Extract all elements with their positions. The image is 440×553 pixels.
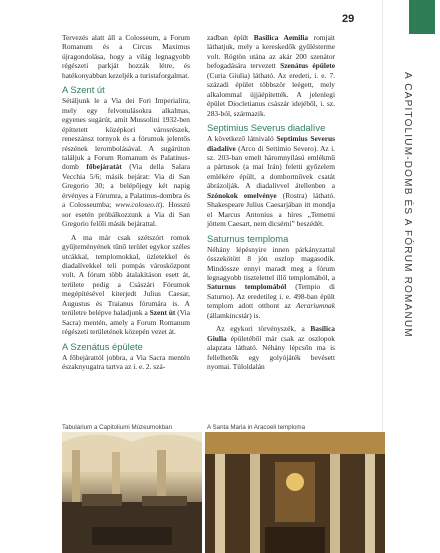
section-heading: Septimius Severus diadalíve: [207, 122, 326, 134]
paragraph: A következő látnivaló Septimius Severus diadalíve (Arco di Settimio Severo). Az i. sz. 203-ban emelt háromnyílású emlékmű a pártusok (a mai Irán) feletti győzelem emlékére épült, a domborművek csatát ábrázolják. A diadalívvel átellenben a Szónokok emelvénye (Rostra) látható. Shakespeare Julius Caesarjában itt mondja el Marcus Antonius a híres „Temetni jöttem Caesart, nem dicsérni” beszédét.: [207, 134, 335, 229]
paragraph: Tervezés alatt áll a Colosseum, a Forum Romanum és a Circus Maximus újragondolása, hogy a világ legnagyobb régészeti parkját hozzák létre, és hatékonyabban kezeljék a turistaforgalmat.: [62, 33, 190, 80]
paragraph: A főbejárattól jobbra, a Via Sacra mentén északnyugatra tartva az i. e. 2. szá-: [62, 352, 190, 372]
paragraph: Néhány lépésnyire innen párkányzattal összekötött 8 jón oszlop magasodik. Mindössze ennyi maradt meg a fórum legnagyobb tisztelettel illő templomából, a Saturnus templomából (Tempio di Saturno). Az eredetileg i. e. 498-ban épült templom adott otthont az Aerariumnak (államkincstár) is.: [207, 244, 335, 320]
chapter-tab-marker: [409, 0, 435, 34]
paragraph: A ma már csak szétszórt romok gyűjteményének tűnő terület egykor széles utcákkal, templomokkal, üzletekkel és diadalívekkel teli pompás városközpont volt. A fórum több átalakításon esett át, területe pedig a Császári Fórumok megépítésével kiterjedt Julius Caesar, Augustus és Traianus fórumára is. A területre belépve haladjunk a Szent út (Via Sacra) mentén, amely a Forum Romanum régészeti területének közepén vezet át.: [62, 232, 190, 337]
paragraph: Az egykori törvényszék, a Basilica Giulia épületéből már csak az oszlopok alapzata látható. Néhány lépcsőn ma is fellelhetők egy golyójáték bevésett nyomai. Túloldalán: [207, 324, 335, 372]
aracoeli-photo-illustration: [205, 432, 385, 553]
section-heading: A Szenátus épülete: [62, 340, 143, 352]
photo-aracoeli: [205, 432, 385, 553]
left-column: [62, 33, 190, 376]
page-number: 29: [342, 13, 355, 25]
running-title: A CAPITOLIUM-DOMB ÉS A FÓRUM ROMANUM: [402, 72, 413, 338]
photo-caption-right: A Santa Maria in Aracoeli temploma: [207, 424, 306, 431]
photo-caption-left: Tabularium a Capitoliumi Múzeumokban: [62, 424, 173, 431]
section-heading: Saturnus temploma: [207, 232, 289, 244]
right-column: [207, 33, 335, 376]
photo-tabularium: [62, 432, 202, 553]
paragraph: zadban épült Basilica Aemilia romjait láthatjuk, mely a kereskedők gyűlésterme volt. Rögtön utána az akár 200 szenátor befogadására tervezett Szenátus épülete (Curia Giulia) látható. Az eredeti, i. e. 7. századi épület többször leégett, mely alkalommal újjáépítették. A jelenlegi épület Diocletianus császár idejéből, i. sz. 283-ból, származik.: [207, 33, 335, 118]
paragraph: Sétáljunk le a Via dei Fori Imperialira, mely egy felvonulásokra alkalmas, egyenes sugárút, amit Mussolini 1932-ben építtetett középkori városrészek, reneszánsz tornyok és a fórumok jelentős részének lerombolásával. A sugárúton találjuk a Forum Romanum és Palatinus-domb főbejáratát (Via della Salara Vecchia 5/6; másik bejárat: Via di San Gregorio 30; a belépőjegy két napig érvényes a Fórumra, a Palatinus-dombra és a Colosseumba; www.coloseo.it). Hosszú sor esetén próbálkozzunk a Via di San Gregorio felőli másik bejárattal.: [62, 96, 191, 229]
tabularium-photo-illustration: [62, 432, 202, 553]
section-heading: A Szent út: [62, 84, 105, 96]
